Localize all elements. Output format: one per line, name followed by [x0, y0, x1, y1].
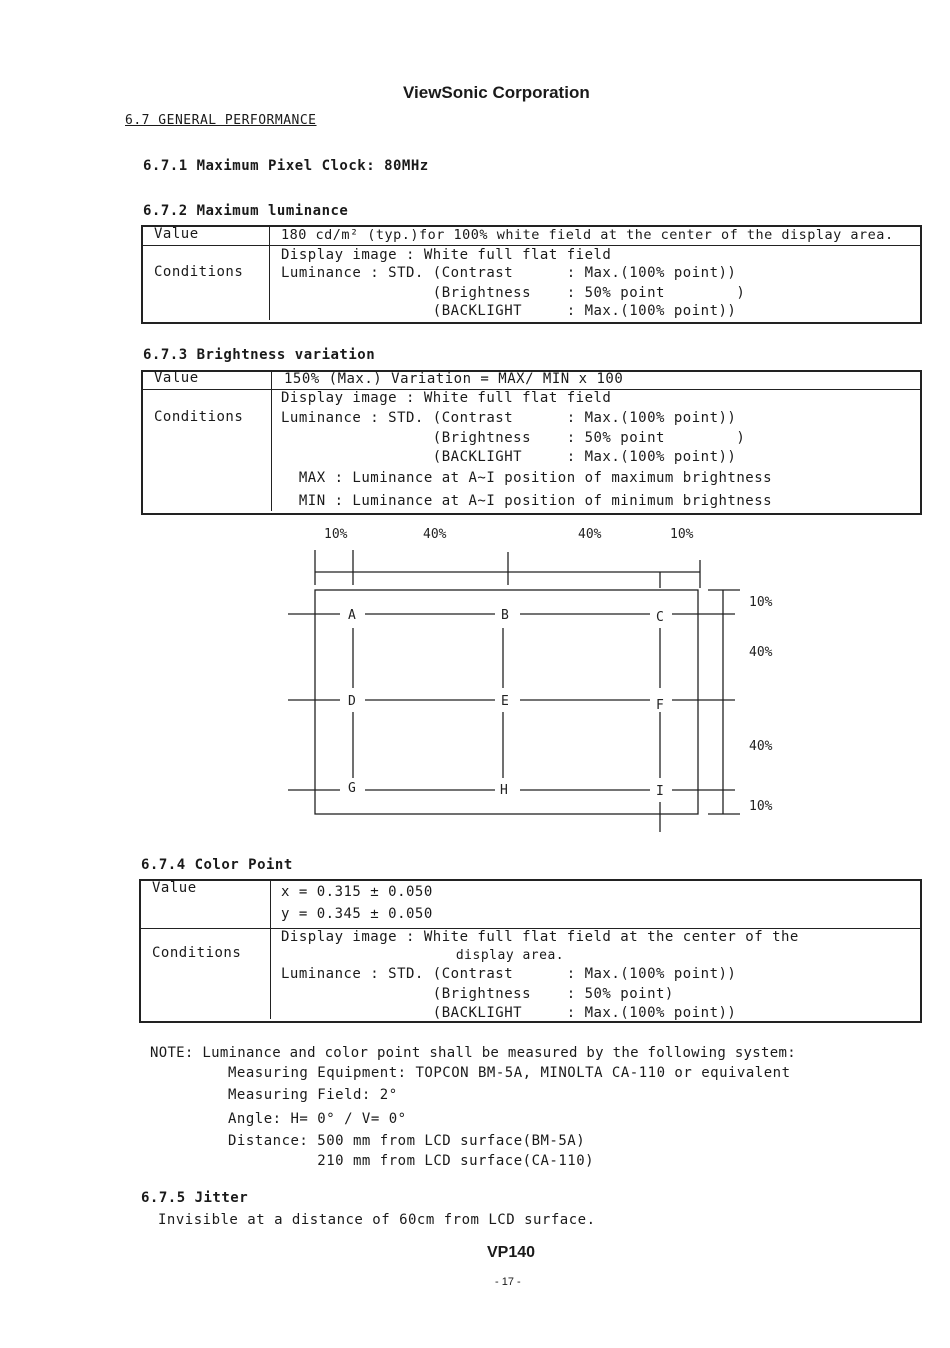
value-text: 150% (Max.) Variation = MAX/ MIN x 100	[284, 371, 624, 387]
section-title: 6.7 GENERAL PERFORMANCE	[125, 113, 317, 128]
note-intro: NOTE: Luminance and color point shall be measured by the following system:	[150, 1045, 796, 1061]
value-label: Value	[154, 226, 199, 242]
conditions-line: (BACKLIGHT : Max.(100% point))	[281, 449, 737, 465]
heading-6-7-3: 6.7.3 Brightness variation	[143, 347, 376, 363]
value-y: y = 0.345 ± 0.050	[281, 906, 433, 922]
conditions-line: Display image : White full flat field	[281, 390, 612, 406]
conditions-line: (Brightness : 50% point )	[281, 430, 746, 446]
note-line: Measuring Equipment: TOPCON BM-5A, MINOLTA CA-110 or equivalent	[228, 1065, 791, 1081]
point-label: A	[348, 608, 356, 623]
top-label: 10%	[324, 527, 348, 542]
conditions-label: Conditions	[152, 945, 242, 961]
conditions-label: Conditions	[154, 409, 244, 425]
point-label: E	[501, 694, 509, 709]
point-label: I	[656, 784, 664, 799]
conditions-line: Luminance : STD. (Contrast : Max.(100% point))	[281, 265, 737, 281]
conditions-line: MIN : Luminance at A~I position of minimum brightness	[281, 493, 773, 509]
conditions-label: Conditions	[154, 264, 244, 280]
conditions-line: (Brightness : 50% point )	[281, 285, 746, 301]
conditions-line: (BACKLIGHT : Max.(100% point))	[281, 303, 737, 319]
top-label: 10%	[670, 527, 694, 542]
note-line: Distance: 500 mm from LCD surface(BM-5A)	[228, 1133, 586, 1149]
right-label: 40%	[749, 645, 773, 660]
note-line: 210 mm from LCD surface(CA-110)	[228, 1153, 595, 1169]
conditions-line: display area.	[281, 948, 565, 963]
top-label: 40%	[423, 527, 447, 542]
point-label: H	[500, 783, 508, 798]
value-label: Value	[154, 370, 199, 386]
conditions-line: Luminance : STD. (Contrast : Max.(100% point))	[281, 966, 737, 982]
conditions-line: (Brightness : 50% point)	[281, 986, 674, 1002]
right-label: 10%	[749, 799, 773, 814]
conditions-line: Display image : White full flat field	[281, 247, 612, 263]
value-x: x = 0.315 ± 0.050	[281, 884, 433, 900]
value-label: Value	[152, 880, 197, 896]
point-label: B	[501, 608, 509, 623]
table-column-divider	[270, 881, 271, 1019]
model-footer: VP140	[487, 1244, 536, 1261]
conditions-line: Luminance : STD. (Contrast : Max.(100% point))	[281, 410, 737, 426]
heading-6-7-1: 6.7.1 Maximum Pixel Clock: 80MHz	[143, 158, 429, 174]
top-label: 40%	[578, 527, 602, 542]
note-line: Measuring Field: 2°	[228, 1087, 398, 1103]
company-header: ViewSonic Corporation	[403, 83, 590, 102]
heading-6-7-2: 6.7.2 Maximum luminance	[143, 203, 349, 219]
right-label: 40%	[749, 739, 773, 754]
point-label: F	[656, 698, 664, 713]
value-text: 180 cd/m² (typ.)for 100% white field at the center of the display area.	[281, 227, 894, 243]
point-label: G	[348, 781, 356, 796]
right-label: 10%	[749, 595, 773, 610]
point-label: D	[348, 694, 356, 709]
conditions-line: MAX : Luminance at A~I position of maximum brightness	[281, 470, 773, 486]
page-number: - 17 -	[495, 1276, 521, 1288]
heading-6-7-5: 6.7.5 Jitter	[141, 1190, 249, 1206]
conditions-line: (BACKLIGHT : Max.(100% point))	[281, 1005, 737, 1021]
note-line: Angle: H= 0° / V= 0°	[228, 1111, 407, 1127]
point-label: C	[656, 610, 664, 625]
heading-6-7-4: 6.7.4 Color Point	[141, 857, 293, 873]
jitter-text: Invisible at a distance of 60cm from LCD surface.	[158, 1212, 596, 1228]
conditions-line: Display image : White full flat field at the center of the	[281, 929, 799, 945]
table-divider	[139, 928, 271, 929]
